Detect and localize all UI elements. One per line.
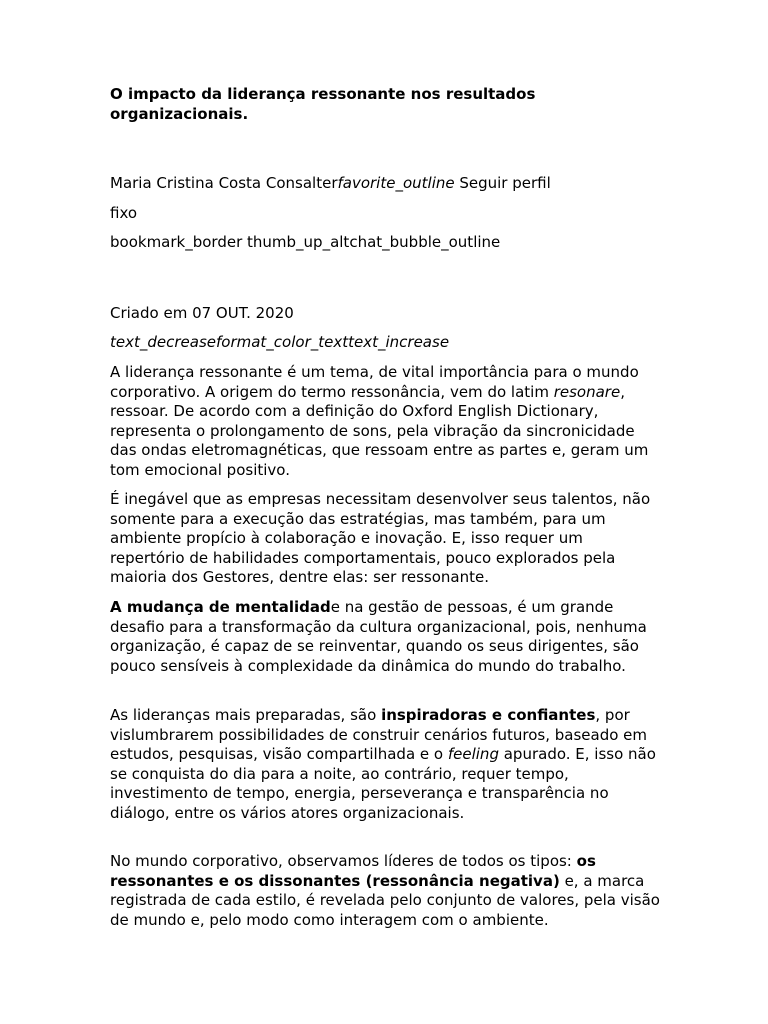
text-increase-icon[interactable]: text_increase — [348, 333, 450, 351]
text-decrease-icon[interactable]: text_decrease — [110, 333, 216, 351]
paragraph-4-text-c: apurado. E, isso não se conquista do dia para a noite, ao contrário, requer tempo, investimento de tempo, energia, perseverança e transparência no diálogo, entre os vários atores organizacionais. — [110, 745, 656, 822]
paragraph-4-text-b: , por vislumbrarem possibilidades de construir cenários futuros, baseado em estudos, pesquisas, visão compartilhada e o — [110, 706, 648, 763]
created-date: Criado em 07 OUT. 2020 — [110, 304, 294, 322]
paragraph-1 — [110, 363, 660, 480]
follow-profile-link[interactable]: Seguir perfil — [454, 174, 551, 192]
paragraph-1-text-c: , ressoar. De acordo com a definição do Oxford English Dictionary, representa o prolongamento de sons, pela vibração da sincronicidade das ondas eletromagnéticas, que ressoam entre as partes e, geram um tom emocional positivo. — [110, 382, 649, 479]
paragraph-4-italic: feeling — [447, 745, 499, 763]
bookmark-icon[interactable]: bookmark_border — [110, 233, 243, 251]
paragraph-5-text-b: e, a marca registrada de cada estilo, é revelada pelo conjunto de valores, pela visão de mundo e, pelo modo como interagem com o ambiente. — [110, 871, 660, 929]
article-title: O impacto da liderança ressonante nos resultados organizacionais. — [110, 85, 536, 123]
paragraph-4 — [110, 706, 660, 823]
paragraph-3-bold: A mudança de mentalidad — [110, 598, 331, 616]
article-actions — [110, 233, 500, 253]
thumb-up-icon[interactable]: thumb_up_alt — [242, 233, 350, 251]
paragraph-4-text-a: As lideranças mais preparadas, são — [110, 706, 382, 724]
paragraph-1-text-a: A liderança ressonante é um tema, de vital importância para o mundo corporativo. A origem do termo ressonância, vem do latim — [110, 363, 639, 401]
chat-bubble-icon[interactable]: chat_bubble_outline — [349, 233, 501, 251]
author-name[interactable]: Maria Cristina Costa Consalter — [110, 174, 338, 192]
paragraph-3 — [110, 598, 660, 676]
paragraph-5-text-a: No mundo corporativo, observamos líderes de todos os tipos: — [110, 852, 577, 870]
paragraph-1-emphasis: resonare — [553, 382, 621, 401]
font-controls — [110, 333, 449, 353]
favorite-icon[interactable]: favorite_outline — [337, 174, 455, 192]
pinned-label: fixo — [110, 204, 138, 222]
author-line — [110, 174, 551, 194]
paragraph-3-text: e na gestão de pessoas, é um grande desafio para a transformação da cultura organizacional, pois, nenhuma organização, é capaz de se reinventar, quando os seus dirigentes, são pouco sensíveis à complexidade da dinâmica do mundo do trabalho. — [110, 598, 647, 675]
paragraph-5-bold: os ressonantes e os dissonantes (ressonância negativa) — [110, 852, 596, 890]
paragraph-5 — [110, 852, 660, 930]
paragraph-2: É inegável que as empresas necessitam desenvolver seus talentos, não somente para a execução das estratégias, mas também, para um ambiente propício à colaboração e inovação. E, isso requer um repertório de habilidades comportamentais, pouco explorados pela maioria dos Gestores, dentre elas: ser ressonante. — [110, 490, 651, 586]
paragraph-4-bold: inspiradoras e confiantes — [381, 706, 596, 724]
format-color-text-icon[interactable]: format_color_text — [216, 333, 349, 351]
